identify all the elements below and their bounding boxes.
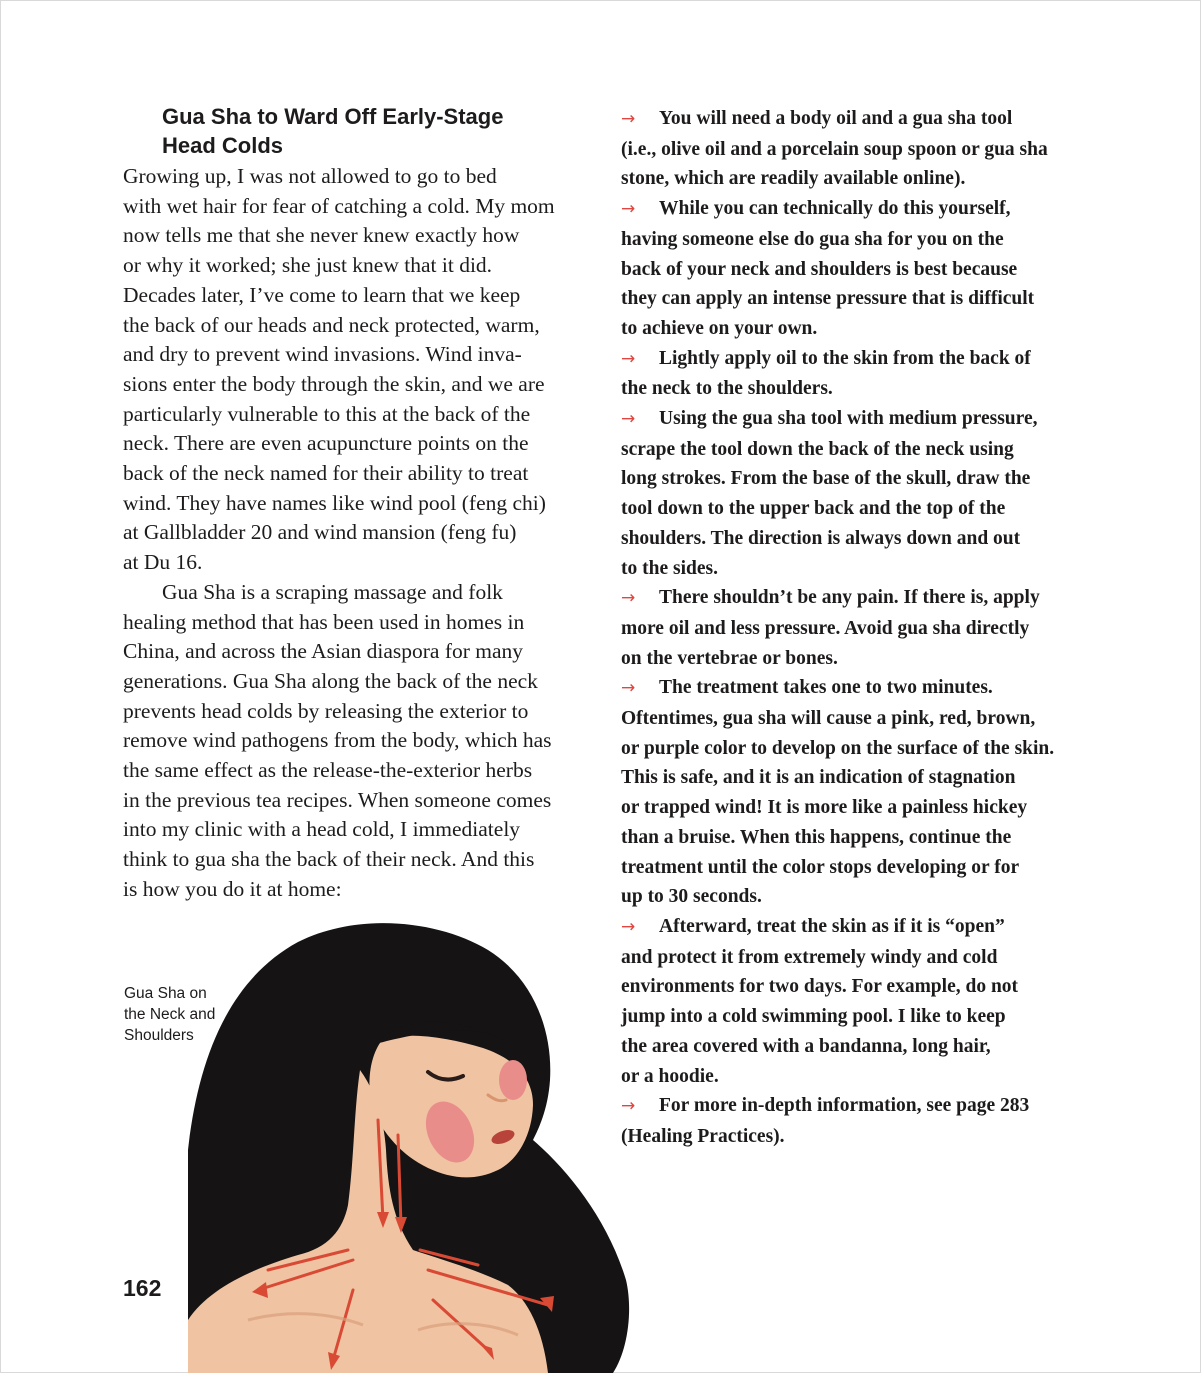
arrow-icon: → (621, 1096, 636, 1117)
left-body-text (123, 162, 593, 905)
instruction-line (621, 1062, 1091, 1092)
instruction-line (621, 494, 1091, 524)
instruction-list (621, 104, 1091, 1152)
arrow-icon: → (621, 916, 636, 937)
caption-line: Gua Sha on (124, 985, 207, 1002)
instruction-line (621, 1002, 1091, 1032)
instruction-line (621, 853, 1091, 883)
instruction-line (621, 763, 1091, 793)
text-line: is how you do it at home: (123, 876, 342, 901)
instruction-text: (Healing Practices). (621, 1125, 785, 1147)
instruction-text: to the sides. (621, 557, 718, 579)
caption-line: the Neck and (124, 1006, 216, 1023)
instruction-text: the area covered with a bandanna, long hair, (621, 1035, 991, 1057)
text-line: and dry to prevent wind invasions. Wind inva- (123, 342, 522, 367)
instruction-text: environments for two days. For example, do not (621, 976, 1019, 998)
text-line: healing method that has been used in homes in (123, 609, 525, 634)
arrow-icon: → (621, 678, 636, 699)
instruction-text: than a bruise. When this happens, continue the (621, 826, 1012, 848)
text-line: remove wind pathogens from the body, which has (123, 728, 552, 753)
instruction-line (621, 1091, 1091, 1122)
instruction-text: back of your neck and shoulders is best because (621, 258, 1018, 280)
text-line: in the previous tea recipes. When someone comes (123, 787, 552, 812)
instruction-text: and protect it from extremely windy and cold (621, 946, 998, 968)
section-heading (162, 102, 582, 160)
text-line: think to gua sha the back of their neck. And this (123, 847, 535, 872)
instruction-line (621, 104, 1091, 135)
instruction-line (621, 823, 1091, 853)
instruction-line (621, 255, 1091, 285)
instruction-line (621, 583, 1091, 614)
instruction-text: having someone else do gua sha for you on the (621, 228, 1004, 250)
heading-line: Head Colds (162, 133, 284, 158)
page-number: 162 (123, 1275, 162, 1301)
text-line: Decades later, I’ve come to learn that we keep (123, 282, 521, 307)
instruction-line (621, 344, 1091, 375)
text-line: back of the neck named for their ability to treat (123, 461, 529, 486)
instruction-line (621, 435, 1091, 465)
instruction-text: more oil and less pressure. Avoid gua sha directly (621, 617, 1030, 639)
instruction-text: (i.e., olive oil and a porcelain soup spoon or gua sha (621, 138, 1048, 160)
instruction-text: The treatment takes one to two minutes. (659, 677, 993, 699)
heading-line: Gua Sha to Ward Off Early-Stage (162, 104, 504, 129)
instruction-text: long strokes. From the base of the skull, draw the (621, 468, 1031, 490)
text-line: with wet hair for fear of catching a cold. My mom (123, 193, 555, 218)
instruction-text: the neck to the shoulders. (621, 378, 833, 400)
text-line: now tells me that she never knew exactly how (123, 223, 520, 248)
instruction-text: While you can technically do this yourself, (659, 198, 1011, 220)
caption-line: Shoulders (124, 1027, 194, 1044)
instruction-line (621, 734, 1091, 764)
instruction-line (621, 644, 1091, 674)
text-line: neck. There are even acupuncture points on the (123, 431, 529, 456)
instruction-line (621, 554, 1091, 584)
arrow-icon: → (621, 588, 636, 609)
instruction-text: This is safe, and it is an indication of stagnation (621, 767, 1016, 789)
instruction-text: You will need a body oil and a gua sha tool (659, 108, 1013, 129)
arrow-icon: → (621, 348, 636, 369)
instruction-text: they can apply an intense pressure that is difficult (621, 288, 1035, 310)
woman-gua-sha-illustration (188, 920, 633, 1373)
instruction-text: Oftentimes, gua sha will cause a pink, red, brown, (621, 708, 1036, 730)
text-line: sions enter the body through the skin, and we are (123, 371, 545, 396)
instruction-line (621, 194, 1091, 225)
instruction-text: scrape the tool down the back of the neck using (621, 438, 1014, 460)
arrow-icon: → (621, 199, 636, 220)
instruction-line (621, 135, 1091, 165)
cheek-blush (499, 1060, 527, 1100)
instruction-line (621, 404, 1091, 435)
text-line: at Du 16. (123, 550, 203, 575)
instruction-text: or trapped wind! It is more like a painless hickey (621, 797, 1028, 819)
instruction-line (621, 673, 1091, 704)
instruction-text: on the vertebrae or bones. (621, 647, 838, 669)
text-line: the same effect as the release-the-exterior herbs (123, 758, 533, 783)
instruction-text: up to 30 seconds. (621, 886, 762, 908)
instruction-line (621, 524, 1091, 554)
text-line: generations. Gua Sha along the back of the neck (123, 668, 538, 693)
text-line: into my clinic with a head cold, I immediately (123, 817, 521, 842)
instruction-text: There shouldn’t be any pain. If there is, apply (659, 587, 1040, 609)
text-line: or why it worked; she just knew that it did. (123, 253, 493, 278)
instruction-line (621, 882, 1091, 912)
instruction-line (621, 225, 1091, 255)
instruction-line (621, 374, 1091, 404)
text-line: wind. They have names like wind pool (feng chi) (123, 490, 546, 515)
instruction-line (621, 464, 1091, 494)
instruction-text: or purple color to develop on the surface of the skin. (621, 737, 1055, 759)
instruction-text: stone, which are readily available online). (621, 168, 966, 190)
instruction-line (621, 1122, 1091, 1152)
instruction-line (621, 314, 1091, 344)
instruction-line (621, 164, 1091, 194)
instruction-line (621, 793, 1091, 823)
instruction-line (621, 972, 1091, 1002)
text-line: China, and across the Asian diaspora for many (123, 639, 524, 664)
instruction-text: treatment until the color stops developing or for (621, 856, 1020, 878)
text-line: at Gallbladder 20 and wind mansion (feng fu) (123, 520, 517, 545)
instruction-text: shoulders. The direction is always down and out (621, 527, 1021, 549)
text-line: Gua Sha is a scraping massage and folk (162, 579, 503, 604)
instruction-text: Using the gua sha tool with medium pressure, (659, 408, 1038, 430)
arrow-icon: → (621, 409, 636, 430)
instruction-text: Afterward, treat the skin as if it is “open” (659, 915, 1005, 937)
text-line: the back of our heads and neck protected, warm, (123, 312, 540, 337)
instruction-line (621, 943, 1091, 973)
instruction-line (621, 912, 1091, 943)
instruction-text: to achieve on your own. (621, 317, 818, 339)
instruction-line (621, 614, 1091, 644)
instruction-text: jump into a cold swimming pool. I like to keep (621, 1006, 1006, 1028)
instruction-text: Lightly apply oil to the skin from the back of (659, 347, 1031, 369)
instruction-text: or a hoodie. (621, 1065, 719, 1087)
instruction-line (621, 1032, 1091, 1062)
text-line: particularly vulnerable to this at the back of the (123, 401, 531, 426)
arrow-icon: → (621, 109, 636, 129)
instruction-line (621, 704, 1091, 734)
instruction-text: tool down to the upper back and the top of the (621, 498, 1006, 520)
text-line: Growing up, I was not allowed to go to bed (123, 164, 497, 188)
text-line: prevents head colds by releasing the exterior to (123, 698, 529, 723)
instruction-text: For more in-depth information, see page 283 (659, 1095, 1030, 1117)
instruction-line (621, 284, 1091, 314)
